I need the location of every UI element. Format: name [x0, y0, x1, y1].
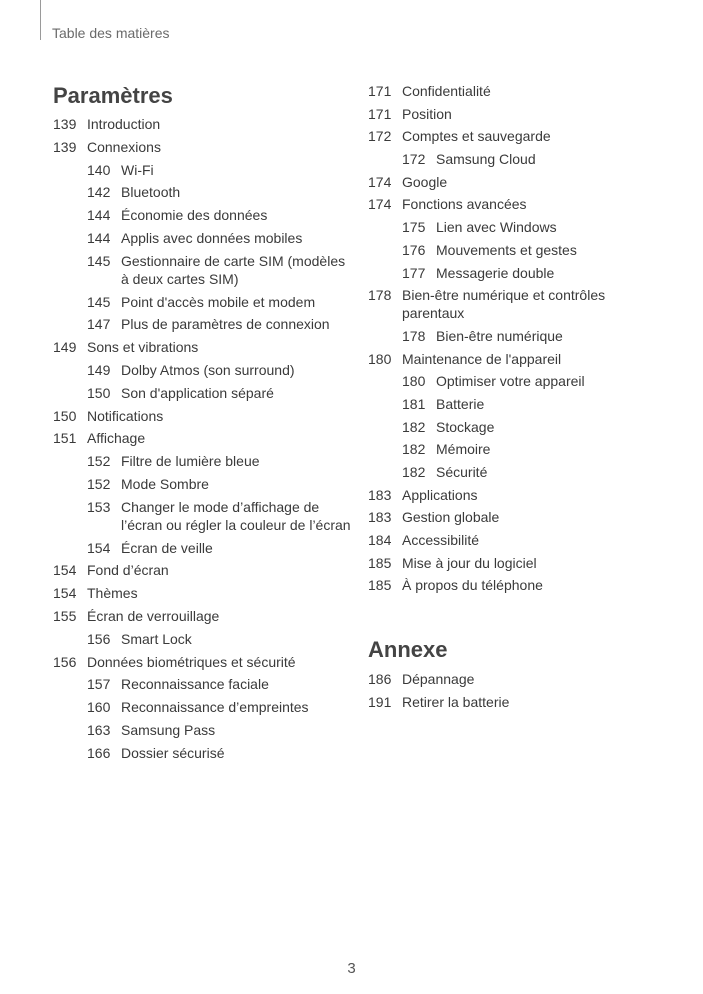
toc-entry-page: 152	[87, 453, 111, 470]
toc-entry-page: 166	[87, 744, 111, 761]
toc-entry-page: 150	[87, 384, 111, 401]
toc-entry-label: Messagerie double	[436, 264, 555, 281]
toc-list	[368, 82, 668, 594]
page-number: 3	[347, 960, 356, 977]
toc-entry-label: Bien-être numérique	[436, 327, 563, 344]
toc-entry[interactable]	[53, 252, 353, 288]
toc-entry-label: Gestion globale	[402, 509, 500, 526]
toc-entry-label: Dossier sécurisé	[121, 744, 225, 761]
toc-entry[interactable]	[53, 498, 353, 534]
toc-entry[interactable]	[53, 630, 353, 648]
toc-entry-label: Économie des données	[121, 207, 268, 224]
toc-entry[interactable]	[368, 486, 668, 504]
toc-entry-page: 185	[368, 577, 392, 594]
toc-entry-page: 177	[402, 264, 426, 281]
toc-entry-page: 176	[402, 241, 426, 258]
toc-entry-label: Smart Lock	[121, 630, 192, 647]
toc-entry-page: 160	[87, 699, 111, 716]
toc-entry-label: À propos du téléphone	[402, 577, 543, 594]
toc-entry-page: 156	[87, 630, 111, 647]
toc-entry-page: 149	[53, 339, 77, 356]
toc-entry-label: Changer le mode d’affichage de l’écran ou régler la couleur de l’écran	[121, 498, 351, 533]
toc-entry[interactable]	[368, 82, 668, 100]
toc-entry-page: 155	[53, 607, 77, 624]
toc-entry[interactable]	[53, 561, 353, 579]
toc-entry-label: Mise à jour du logiciel	[402, 554, 537, 571]
toc-entry-page: 163	[87, 721, 111, 738]
toc-entry-label: Plus de paramètres de connexion	[121, 316, 330, 333]
toc-entry-page: 144	[87, 207, 111, 224]
toc-entry-label: Introduction	[87, 116, 161, 132]
toc-entry-label: Gestionnaire de carte SIM (modèles à deux cartes SIM)	[121, 252, 346, 287]
toc-entry[interactable]	[368, 554, 668, 572]
toc-entry-page: 149	[87, 361, 111, 378]
toc-entry-label: Retirer la batterie	[402, 694, 510, 711]
header-title: Table des matières	[52, 25, 170, 41]
toc-entry-page: 156	[53, 653, 77, 670]
toc-entry-label: Écran de verrouillage	[87, 607, 220, 624]
toc-entry[interactable]	[368, 670, 668, 688]
toc-entry-label: Maintenance de l'appareil	[402, 350, 562, 367]
toc-entry-page: 145	[87, 293, 111, 310]
toc-entry[interactable]	[53, 653, 353, 671]
toc-entry-label: Sons et vibrations	[87, 339, 199, 356]
toc-entry[interactable]	[368, 693, 668, 711]
toc-entry-label: Sécurité	[436, 464, 488, 480]
toc-entry[interactable]	[53, 138, 353, 156]
toc-entry[interactable]	[53, 584, 353, 602]
toc-entry[interactable]	[53, 539, 353, 557]
toc-entry-page: 145	[87, 252, 111, 269]
toc-entry-page: 154	[53, 585, 77, 602]
toc-entry-label: Mouvements et gestes	[436, 241, 577, 258]
toc-entry-label: Données biométriques et sécurité	[87, 653, 296, 670]
toc-entry[interactable]	[368, 327, 668, 345]
toc-entry-page: 171	[368, 83, 392, 99]
toc-entry-label: Dolby Atmos (son surround)	[121, 361, 295, 378]
toc-entry-label: Confidentialité	[402, 83, 491, 99]
toc-entry-page: 144	[87, 229, 111, 246]
toc-entry[interactable]	[53, 183, 353, 201]
toc-entry-label: Position	[402, 105, 452, 122]
toc-right-column	[368, 82, 668, 716]
toc-entry-page: 180	[402, 373, 426, 390]
toc-entry-label: Applis avec données mobiles	[121, 229, 303, 246]
toc-entry[interactable]	[368, 218, 668, 236]
toc-entry-label: Accessibilité	[402, 532, 480, 549]
toc-entry-label: Dépannage	[402, 671, 475, 688]
toc-entry-page: 178	[402, 327, 426, 344]
toc-entry-label: Reconnaissance faciale	[121, 676, 269, 693]
toc-entry[interactable]	[53, 384, 353, 402]
toc-entry[interactable]	[53, 293, 353, 311]
toc-entry-page: 139	[53, 138, 77, 155]
toc-entry-page: 142	[87, 184, 111, 201]
toc-entry-page: 139	[53, 116, 77, 132]
toc-entry-label: Mode Sombre	[121, 475, 209, 492]
toc-entry-page: 191	[368, 694, 392, 711]
toc-entry[interactable]	[368, 576, 668, 594]
toc-entry-page: 180	[368, 350, 392, 367]
toc-entry[interactable]	[53, 744, 353, 762]
toc-entry-page: 151	[53, 430, 77, 447]
toc-entry-label: Google	[402, 173, 448, 190]
toc-entry-page: 174	[368, 173, 392, 190]
toc-entry-page: 150	[53, 407, 77, 424]
toc-entry-page: 178	[368, 287, 392, 304]
toc-entry-label: Stockage	[436, 418, 495, 435]
toc-entry[interactable]	[368, 241, 668, 259]
toc-entry-page: 183	[368, 509, 392, 526]
toc-entry-page: 186	[368, 671, 392, 688]
toc-entry-label: Optimiser votre appareil	[436, 373, 585, 390]
toc-entry-label: Filtre de lumière bleue	[121, 453, 260, 470]
toc-entry-page: 152	[87, 475, 111, 492]
toc-entry[interactable]	[368, 508, 668, 526]
toc-entry[interactable]	[53, 407, 353, 425]
toc-entry-page: 174	[368, 196, 392, 213]
toc-entry-page: 185	[368, 554, 392, 571]
toc-entry[interactable]	[53, 161, 353, 179]
toc-entry[interactable]	[53, 607, 353, 625]
toc-entry[interactable]	[368, 463, 668, 481]
toc-entry[interactable]	[368, 195, 668, 213]
toc-entry-page: 172	[402, 151, 426, 168]
toc-list	[53, 115, 353, 762]
toc-entry-label: Point d'accès mobile et modem	[121, 293, 316, 310]
toc-entry-page: 183	[368, 486, 392, 503]
toc-entry[interactable]	[53, 698, 353, 716]
toc-list-annexe	[368, 670, 668, 711]
toc-entry-page: 184	[368, 532, 392, 549]
toc-entry[interactable]	[53, 361, 353, 379]
toc-entry-page: 154	[53, 562, 77, 579]
toc-entry[interactable]	[368, 531, 668, 549]
toc-entry-label: Connexions	[87, 138, 161, 155]
toc-left-column	[53, 82, 353, 767]
toc-entry-page: 140	[87, 161, 111, 178]
toc-entry[interactable]	[53, 229, 353, 247]
toc-entry-label: Mémoire	[436, 441, 491, 458]
toc-entry[interactable]	[53, 675, 353, 693]
toc-entry[interactable]	[53, 206, 353, 224]
toc-entry-label: Fond d’écran	[87, 562, 169, 579]
toc-entry-page: 182	[402, 464, 426, 480]
toc-entry[interactable]	[368, 395, 668, 413]
toc-entry-label: Reconnaissance d’empreintes	[121, 699, 309, 716]
toc-entry[interactable]	[53, 315, 353, 333]
toc-entry-page: 182	[402, 441, 426, 458]
toc-entry-label: Comptes et sauvegarde	[402, 128, 551, 145]
toc-entry-label: Lien avec Windows	[436, 219, 557, 236]
toc-entry-label: Samsung Cloud	[436, 151, 536, 168]
toc-entry-label: Fonctions avancées	[402, 196, 527, 213]
toc-entry[interactable]	[368, 264, 668, 282]
toc-entry-label: Écran de veille	[121, 539, 213, 556]
toc-entry-label: Son d'application séparé	[121, 384, 274, 401]
toc-entry-page: 182	[402, 418, 426, 435]
toc-entry[interactable]	[368, 127, 668, 145]
toc-entry[interactable]	[368, 105, 668, 123]
toc-entry-label: Applications	[402, 486, 478, 503]
toc-entry-page: 172	[368, 128, 392, 145]
toc-entry-label: Thèmes	[87, 585, 138, 602]
toc-entry[interactable]	[53, 452, 353, 470]
toc-entry-label: Wi-Fi	[121, 161, 154, 178]
toc-entry-page: 175	[402, 219, 426, 236]
toc-entry[interactable]	[368, 350, 668, 368]
toc-entry[interactable]	[53, 429, 353, 447]
toc-entry[interactable]	[53, 338, 353, 356]
toc-entry[interactable]	[53, 721, 353, 739]
toc-entry-label: Samsung Pass	[121, 721, 216, 738]
toc-entry-page: 157	[87, 676, 111, 693]
toc-entry-label: Bluetooth	[121, 184, 181, 201]
toc-entry[interactable]	[368, 286, 668, 322]
toc-entry[interactable]	[368, 440, 668, 458]
section-title-annexe: Annexe	[368, 637, 448, 663]
toc-entry-page: 147	[87, 316, 111, 333]
toc-entry-label: Notifications	[87, 407, 164, 424]
toc-entry[interactable]	[368, 372, 668, 390]
toc-entry-page: 154	[87, 539, 111, 556]
toc-entry-page: 171	[368, 105, 392, 122]
toc-entry[interactable]	[368, 418, 668, 436]
toc-entry[interactable]	[53, 475, 353, 493]
toc-entry-label: Affichage	[87, 430, 146, 447]
header-divider	[40, 0, 41, 40]
toc-entry[interactable]	[53, 115, 353, 133]
toc-entry-page: 181	[402, 395, 426, 412]
toc-entry[interactable]	[368, 150, 668, 168]
toc-entry-page: 153	[87, 498, 111, 515]
toc-entry[interactable]	[368, 173, 668, 191]
section-title-parametres: Paramètres	[53, 83, 173, 108]
toc-entry-label: Batterie	[436, 395, 485, 412]
toc-entry-label: Bien-être numérique et contrôles parentaux	[402, 287, 606, 322]
